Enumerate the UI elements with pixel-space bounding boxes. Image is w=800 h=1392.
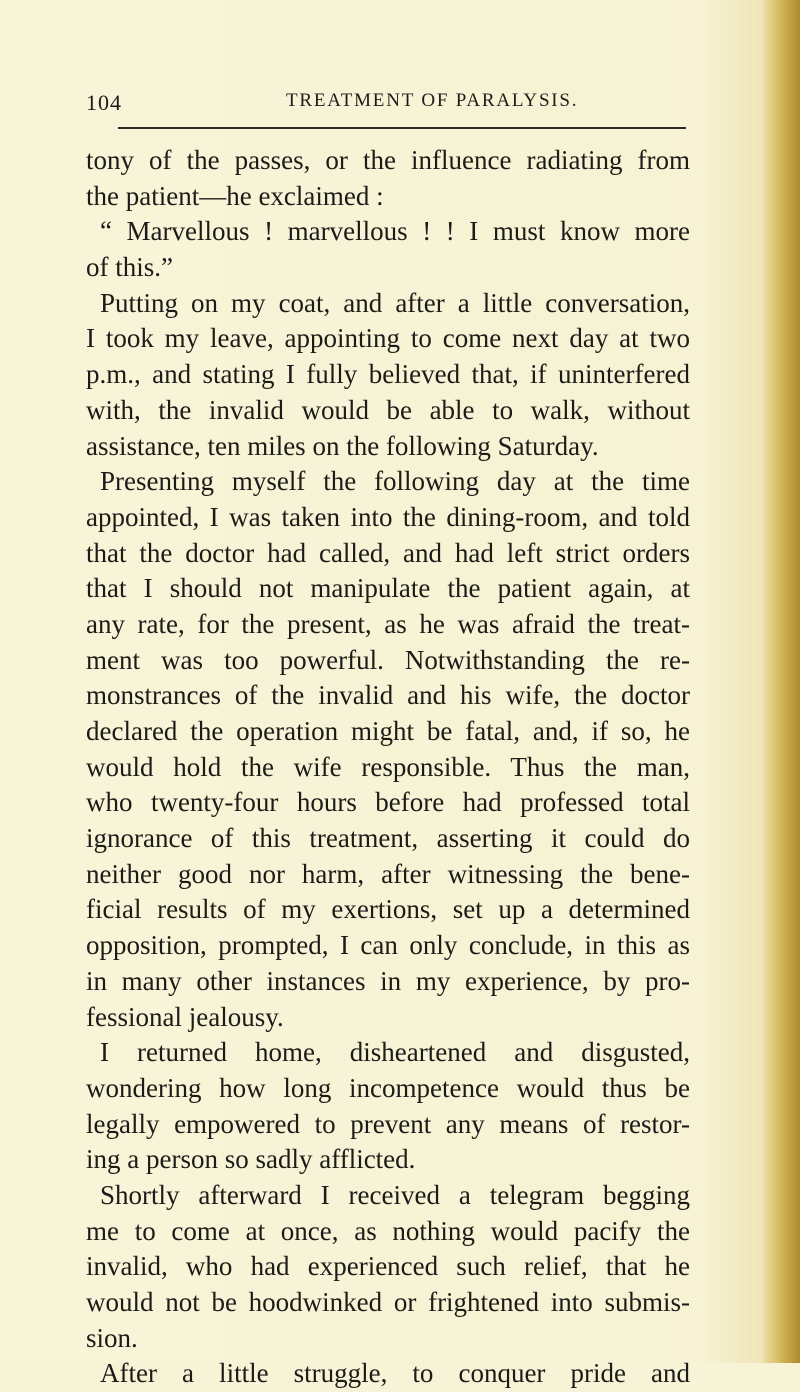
page-header [0, 90, 800, 120]
running-title: TREATMENT OF PARALYSIS. [286, 90, 579, 111]
text-line: me to come at once, as nothing would pacify the [86, 1215, 690, 1246]
page-number: 104 [86, 90, 122, 115]
text-line: of this.” [86, 252, 173, 283]
text-line: After a little struggle, to conquer pride and [100, 1358, 690, 1389]
text-line: sion. [86, 1322, 138, 1353]
text-line: legally empowered to prevent any means of restor- [86, 1108, 690, 1139]
text-line: ficial results of my exertions, set up a determined [86, 894, 690, 925]
text-line: assistance, ten miles on the following Saturday. [86, 430, 599, 461]
text-line: Putting on my coat, and after a little conversation, [100, 287, 690, 318]
text-line: the patient—he exclaimed : [86, 180, 384, 211]
text-line: that I should not manipulate the patient again, at [86, 573, 690, 604]
text-line: p.m., and stating I fully believed that, if uninterfered [86, 359, 690, 390]
text-line: I took my leave, appointing to come next day at two [86, 323, 690, 354]
text-line: would hold the wife responsible. Thus the man, [86, 751, 690, 782]
text-line: declared the operation might be fatal, and, if so, he [86, 716, 690, 746]
text-line: I returned home, disheartened and disgusted, [100, 1037, 690, 1068]
text-line: fessional jealousy. [86, 1001, 284, 1032]
text-line: ing a person so sadly afflicted. [86, 1144, 416, 1175]
text-line: that the doctor had called, and had left strict orders [86, 537, 690, 568]
text-line: any rate, for the present, as he was afraid the treat- [86, 608, 690, 639]
text-line: who twenty-four hours before had professed total [86, 787, 690, 818]
text-line: invalid, who had experienced such relief, that he [86, 1251, 690, 1282]
text-line: opposition, prompted, I can only conclude, in this as [86, 930, 690, 961]
text-line: would not be hoodwinked or frightened into submis- [86, 1287, 690, 1317]
header-rule [118, 127, 686, 129]
text-line: monstrances of the invalid and his wife, the doctor [86, 680, 690, 711]
text-line: wondering how long incompetence would thus be [86, 1072, 690, 1103]
text-line: appointed, I was taken into the dining-room, and told [86, 501, 690, 532]
body-text [86, 143, 690, 1392]
text-line: “ Marvellous ! marvellous ! ! I must know more [100, 216, 690, 247]
text-line: Shortly afterward I received a telegram begging [100, 1179, 690, 1210]
text-line: neither good nor harm, after witnessing the bene- [86, 858, 690, 889]
text-line: in many other instances in my experience, by pro- [86, 965, 690, 996]
text-line: ment was too powerful. Notwithstanding the re- [86, 644, 690, 675]
text-line: Presenting myself the following day at the time [100, 466, 690, 497]
text-line: with, the invalid would be able to walk, without [86, 394, 690, 425]
text-line: tony of the passes, or the influence radiating from [86, 145, 690, 175]
text-line: ignorance of this treatment, asserting it could do [86, 823, 690, 854]
gilt-page-edge [762, 0, 800, 1363]
